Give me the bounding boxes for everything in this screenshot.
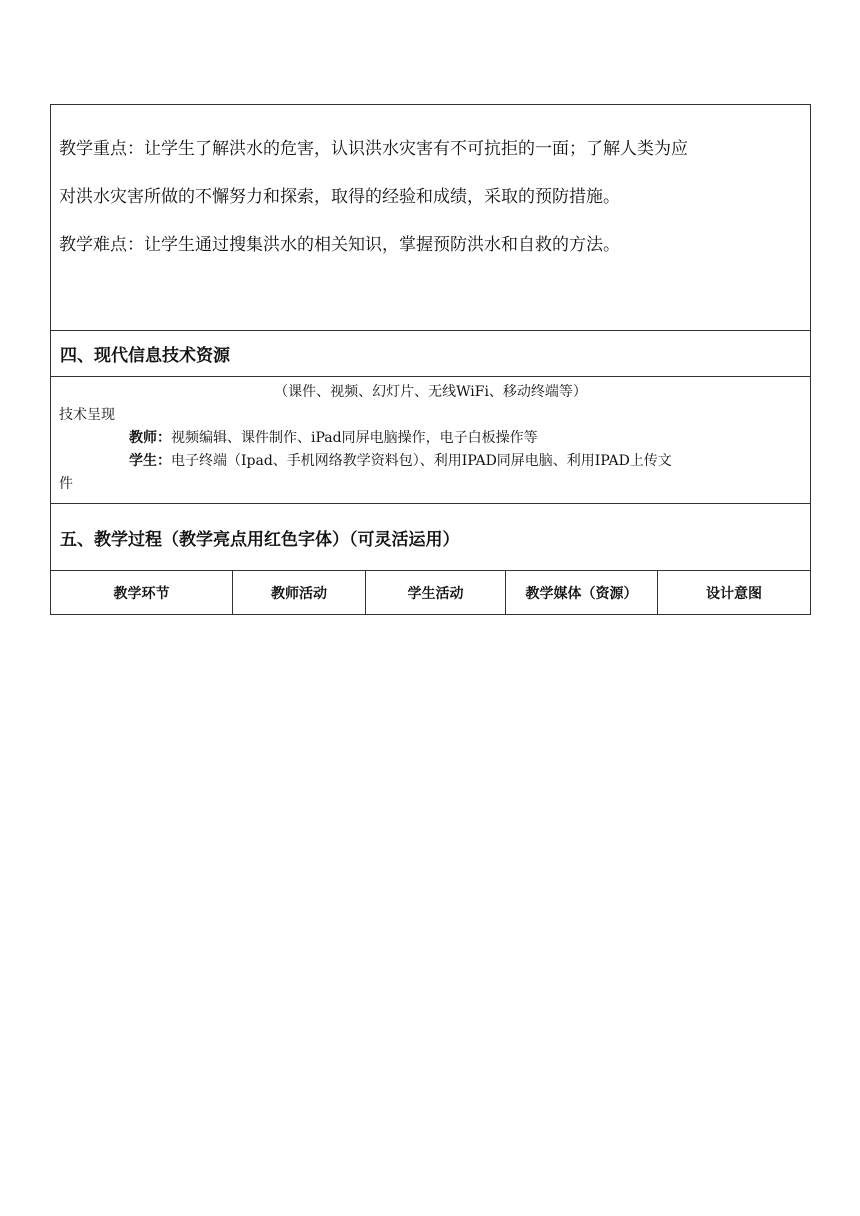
teaching-focus-line-2: 对洪水灾害所做的不懈努力和探索，取得的经验和成绩，采取的预防措施。 — [59, 187, 620, 207]
tech-heading: 技术呈现 — [59, 407, 115, 423]
teaching-difficulty: 教学难点：让学生通过搜集洪水的相关知识，掌握预防洪水和自救的方法。 — [59, 235, 620, 255]
header-teaching-stage: 教学环节 — [51, 571, 233, 615]
teacher-tech-text: 视频编辑、课件制作、iPad同屏电脑操作，电子白板操作等 — [171, 430, 538, 446]
student-tech-line — [59, 450, 802, 473]
teacher-tech-line — [59, 427, 802, 450]
teacher-label: 教师： — [129, 430, 171, 446]
section-4-heading: 四、现代信息技术资源 — [51, 331, 811, 377]
lesson-plan-table — [50, 104, 811, 615]
student-tech-text: 电子终端（Ipad、手机网络教学资料包）、利用IPAD同屏电脑、利用IPAD上传文 — [171, 453, 672, 469]
header-teaching-media: 教学媒体（资源） — [506, 571, 658, 615]
header-student-activity: 学生活动 — [366, 571, 506, 615]
process-table-header-row — [51, 571, 811, 615]
tech-subtitle: （课件、视频、幻灯片、无线WiFi、移动终端等） — [274, 384, 587, 400]
student-label: 学生： — [129, 453, 171, 469]
section-5-heading: 五、教学过程（教学亮点用红色字体）（可灵活运用） — [51, 504, 811, 571]
key-points-cell — [51, 105, 811, 331]
tech-resources-cell — [51, 377, 811, 504]
teaching-focus-line-1: 教学重点：让学生了解洪水的危害，认识洪水灾害有不可抗拒的一面；了解人类为应 — [59, 139, 688, 159]
header-teacher-activity: 教师活动 — [233, 571, 366, 615]
header-design-intent: 设计意图 — [658, 571, 811, 615]
student-tech-text-continued: 件 — [59, 476, 73, 492]
